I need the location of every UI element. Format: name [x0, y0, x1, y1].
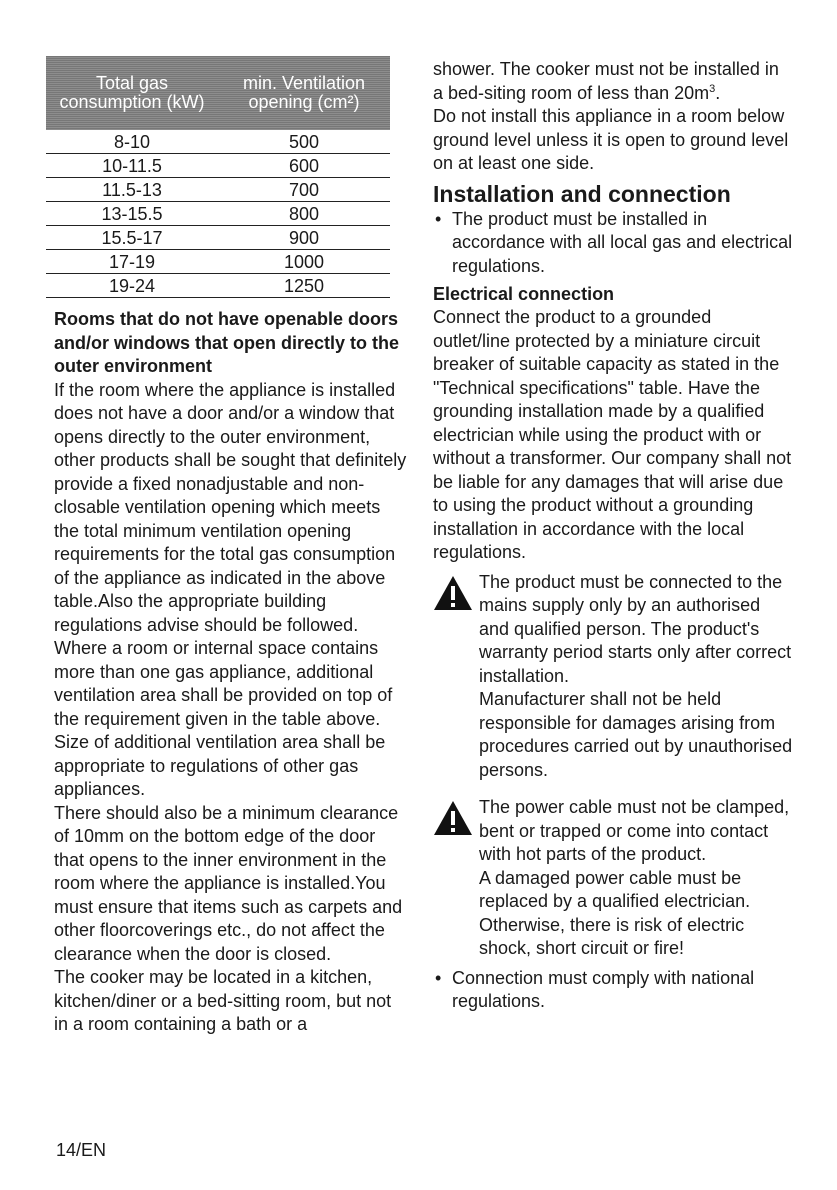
paragraph-shower [433, 58, 793, 105]
ventilation-table [46, 56, 390, 298]
table-row [46, 202, 390, 226]
warning-text: A damaged power cable must be replaced by a qualified electrician. Otherwise, there is risk of electric shock, short circuit or fire! [479, 867, 751, 958]
superscript-three: 3 [709, 82, 716, 95]
section-heading-installation: Installation and connection [433, 180, 731, 207]
table-cell-ventilation: 600 [218, 154, 390, 178]
table-row [46, 226, 390, 250]
table-cell-gas: 8-10 [46, 130, 218, 154]
table-cell-gas: 13-15.5 [46, 202, 218, 226]
table-header-gas: Total gas consumption (kW) [46, 56, 218, 130]
right-column [433, 58, 793, 1014]
paragraph-shower-text: shower. The cooker must not be installed in a bed-siting room of less than 20m [433, 59, 779, 103]
paragraph-multiple-appliances: Where a room or internal space contains more than one gas appliance, additional ventilation area shall be provided on top of the requirement given in the table above. Size of additional ventilation area shall be appropriate to regulations of other gas appliances. [54, 638, 393, 799]
bullet-text: Connection must comply with national regulations. [452, 967, 755, 1011]
warning-text: The product must be connected to the mains supply only by an authorised and qualified person. The product's warranty period starts only after correct installation. [479, 571, 792, 686]
table-row [46, 250, 390, 274]
warning-text: The power cable must not be clamped, bent or trapped or come into contact with hot parts of the product. [479, 797, 790, 864]
warning-triangle-icon [433, 575, 473, 611]
paragraph-shower-end: . [715, 82, 721, 103]
warning-triangle-icon [433, 800, 473, 836]
paragraph-no-openable-door: If the room where the appliance is installed does not have a door and/or a window that opens directly to the outer environment, other products shall be sought that definitely provide a fixed nonadjustable and non-closable ventilation opening which meets the total minimum ventilation opening requirements for the total gas consumption of the appliance as indicated in the above table.Also the appropriate building regulations advise should be followed. [54, 379, 407, 635]
table-cell-ventilation: 700 [218, 178, 390, 202]
table-header-row [46, 56, 390, 130]
table-cell-ventilation: 800 [218, 202, 390, 226]
table-cell-gas: 10-11.5 [46, 154, 218, 178]
table-cell-ventilation: 500 [218, 130, 390, 154]
paragraph-below-ground: Do not install this appliance in a room below ground level unless it is open to ground level on at least one side. [433, 106, 789, 173]
warning-text: Manufacturer shall not be held responsible for damages arising from procedures carried out by unauthorised persons. [479, 689, 793, 780]
table-row [46, 154, 390, 178]
bullet-icon: • [435, 208, 442, 229]
section-heading-ventilation: Rooms that do not have openable doors and/or windows that open directly to the outer environment [54, 309, 400, 376]
table-row [46, 274, 390, 298]
paragraph-grounding: Connect the product to a grounded outlet/line protected by a miniature circuit breaker of suitable capacity as stated in the "Technical specifications" table. Have the grounding installation made by a qualified electrician while using the product with or without a transformer. Our company shall not be liable for any damages that will arise due to using the product without a grounding installation in accordance with the local regulations. [433, 307, 792, 562]
table-cell-ventilation: 1250 [218, 274, 390, 298]
table-row [46, 178, 390, 202]
table-header-ventilation: min. Ventilation opening (cm²) [218, 56, 390, 130]
table-cell-ventilation: 900 [218, 226, 390, 250]
left-column [54, 56, 410, 1037]
table-cell-gas: 11.5-13 [46, 178, 218, 202]
table-cell-ventilation: 1000 [218, 250, 390, 274]
table-cell-gas: 17-19 [46, 250, 218, 274]
paragraph-cooker-location: The cooker may be located in a kitchen, kitchen/diner or a bed-sitting room, but not in a room containing a bath or a [54, 967, 392, 1034]
table-cell-gas: 19-24 [46, 274, 218, 298]
section-heading-electrical: Electrical connection [433, 284, 615, 304]
page-number: 14/EN [56, 1140, 107, 1160]
list-item [433, 208, 793, 279]
table-cell-gas: 15.5-17 [46, 226, 218, 250]
bullet-icon: • [435, 967, 442, 988]
warning-block-power-cable [433, 796, 793, 961]
table-row [46, 130, 390, 154]
bullet-text: The product must be installed in accordance with all local gas and electrical regulations. [452, 208, 793, 276]
warning-block-qualified-person [433, 571, 793, 783]
paragraph-door-clearance: There should also be a minimum clearance of 10mm on the bottom edge of the door that opens to the inner environment in the room where the appliance is installed.You must ensure that items such as carpets and other floorcoverings etc., do not affect the clearance when the door is closed. [54, 802, 403, 964]
list-item [433, 967, 793, 1014]
